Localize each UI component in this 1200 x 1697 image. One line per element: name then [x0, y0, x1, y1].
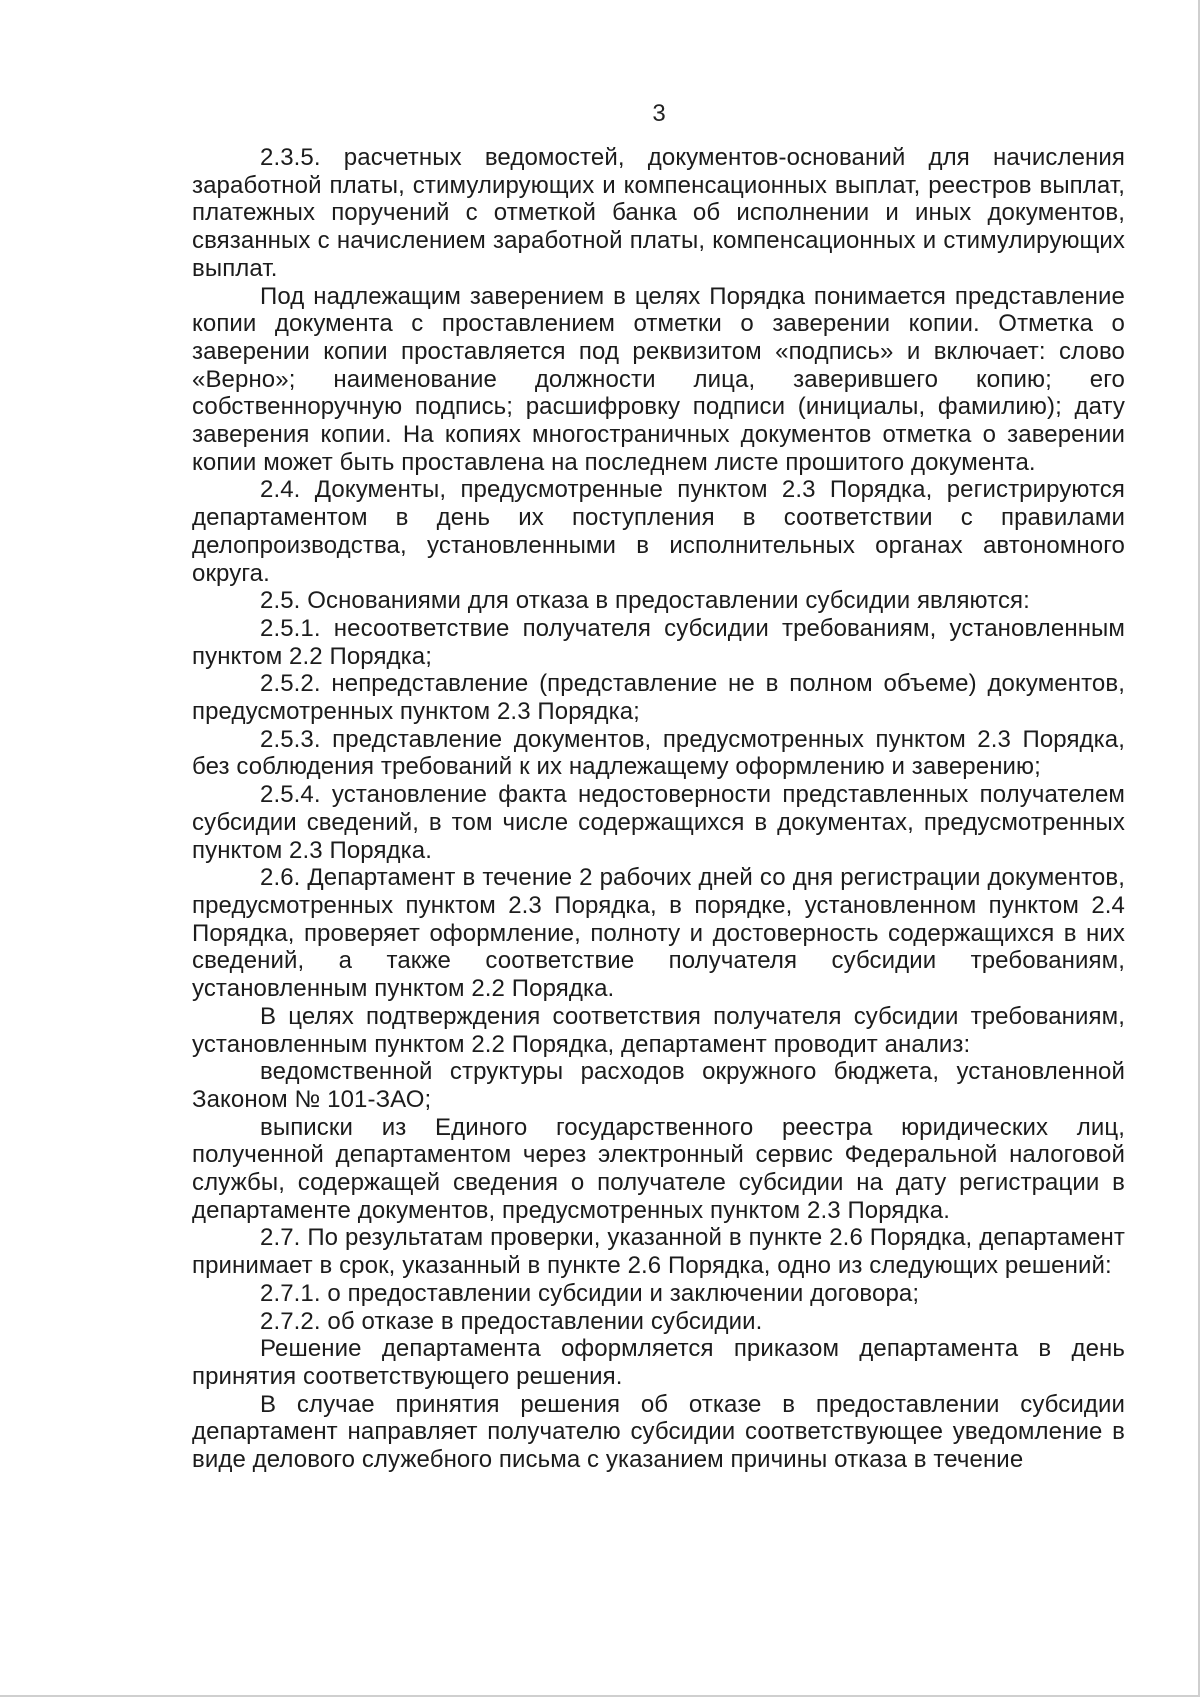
paragraph: 2.5.1. несоответствие получателя субсидии требованиям, установленным пунктом 2.2 Порядка;: [192, 614, 1125, 670]
paragraph: Под надлежащим заверением в целях Порядка понимается представление копии документа с проставлением отметки о заверении копии. Отметка о заверении копии проставляется под реквизитом «подпись» и включает: слово «Верно»; наименование должности лица, заверившего копию; его собственноручную подпись; расшифровку подписи (инициалы, фамилию); дату заверения копии. На копиях многостраничных документов отметка о заверении копии может быть проставлена на последнем листе прошитого документа.: [192, 282, 1125, 476]
paragraph: 2.4. Документы, предусмотренные пунктом 2.3 Порядка, регистрируются департаментом в день их поступления в соответствии с правилами делопроизводства, установленными в исполнительных органах автономного округа.: [192, 476, 1125, 587]
paragraph: 2.7.2. об отказе в предоставлении субсидии.: [260, 1307, 763, 1335]
paragraph: 2.7. По результатам проверки, указанной в пункте 2.6 Порядка, департамент принимает в срок, указанный в пункте 2.6 Порядка, одно из следующих решений:: [192, 1224, 1125, 1280]
page-number: 3: [652, 100, 666, 127]
paragraph: 2.5.3. представление документов, предусмотренных пунктом 2.3 Порядка, без соблюдения требований к их надлежащему оформлению и заверению;: [192, 725, 1125, 781]
paragraph: выписки из Единого государственного реестра юридических лиц, полученной департаментом через электронный сервис Федеральной налоговой службы, содержащей сведения о получателе субсидии на дату регистрации в департаменте документов, предусмотренных пунктом 2.3 Порядка.: [192, 1113, 1125, 1224]
paragraph: В случае принятия решения об отказе в предоставлении субсидии департамент направляет получателю субсидии соответствующее уведомление в виде делового служебного письма с указанием причины отказа в течение: [192, 1390, 1125, 1474]
paragraph: 2.5. Основаниями для отказа в предоставлении субсидии являются:: [260, 587, 1030, 615]
paragraph: В целях подтверждения соответствия получателя субсидии требованиям, установленным пунктом 2.2 Порядка, департамент проводит анализ:: [192, 1002, 1125, 1058]
paragraph: 2.6. Департамент в течение 2 рабочих дней со дня регистрации документов, предусмотренных пунктом 2.3 Порядка, в порядке, установленном пунктом 2.4 Порядка, проверяет оформление, полноту и достоверность содержащихся в них сведений, а также соответствие получателя субсидии требованиям, установленным пунктом 2.2 Порядка.: [192, 864, 1125, 1003]
paragraph: 2.7.1. о предоставлении субсидии и заключении договора;: [260, 1279, 920, 1307]
paragraph: 2.5.2. непредставление (представление не в полном объеме) документов, предусмотренных пунктом 2.3 Порядка;: [192, 670, 1125, 726]
paragraph: 2.5.4. установление факта недостоверности представленных получателем субсидии сведений, в том числе содержащихся в документах, предусмотренных пунктом 2.3 Порядка.: [192, 781, 1125, 864]
paragraph: 2.3.5. расчетных ведомостей, документов-оснований для начисления заработной платы, стимулирующих и компенсационных выплат, реестров выплат, платежных поручений с отметкой банка об исполнении и иных документов, связанных с начислением заработной платы, компенсационных и стимулирующих выплат.: [192, 144, 1125, 282]
paragraph: ведомственной структуры расходов окружного бюджета, установленной Законом № 101-ЗАО;: [192, 1058, 1125, 1113]
document-body: [192, 144, 1125, 1474]
paragraph: Решение департамента оформляется приказом департамента в день принятия соответствующего решения.: [192, 1335, 1125, 1390]
